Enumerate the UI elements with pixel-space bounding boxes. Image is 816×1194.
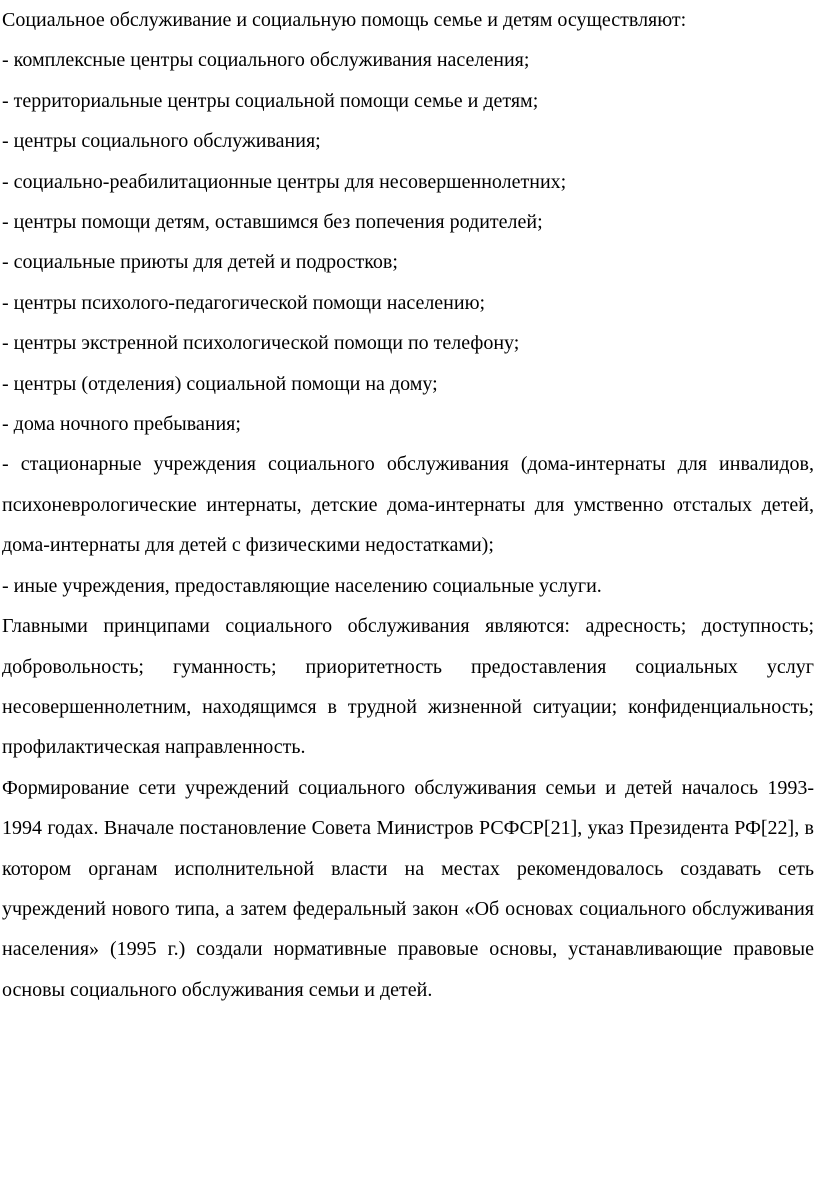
list-item: - стационарные учреждения социального обслуживания (дома-интернаты для инвалидов, психоневрологические интернаты, детские дома-интернаты для умственно отсталых детей, дома-интернаты для детей с физическими недостатками); — [2, 453, 814, 557]
history-paragraph: Формирование сети учреждений социального обслуживания семьи и детей началось 1993-1994 годах. Вначале постановление Совета Министров РСФСР[21], указ Президента РФ[22], в котором органам исполнительной власти на местах рекомендовалось создавать сеть учреждений нового типа, а затем федеральный закон «Об основах социального обслуживания населения» (1995 г.) создали нормативные правовые основы, устанавливающие правовые основы социального обслуживания семьи и детей. — [2, 776, 814, 1001]
list-item: - иные учреждения, предоставляющие населению социальные услуги. — [2, 574, 602, 597]
intro-paragraph: Социальное обслуживание и социальную помощь семье и детям осуществляют: — [2, 9, 687, 31]
list-item: - комплексные центры социального обслуживания населения; — [2, 49, 530, 72]
list-item: - социальные приюты для детей и подростков; — [2, 251, 398, 274]
list-item: - центры помощи детям, оставшимся без попечения родителей; — [2, 211, 543, 234]
list-item: - дома ночного пребывания; — [2, 413, 241, 436]
list-item: - центры (отделения) социальной помощи на дому; — [2, 372, 438, 395]
list-item: - социально-реабилитационные центры для несовершеннолетних; — [2, 170, 567, 193]
list-item: - центры психолого-педагогической помощи населению; — [2, 291, 486, 314]
list-item: - территориальные центры социальной помощи семье и детям; — [2, 89, 539, 112]
list-item: - центры социального обслуживания; — [2, 130, 321, 153]
list-item: - центры экстренной психологической помощи по телефону; — [2, 332, 520, 355]
principles-paragraph: Главными принципами социального обслуживания являются: адресность; доступность; добровольность; гуманность; приоритетность предоставления социальных услуг несовершеннолетним, находящимся в трудной жизненной ситуации; конфиденциальность; профилактическая направленность. — [2, 615, 814, 759]
